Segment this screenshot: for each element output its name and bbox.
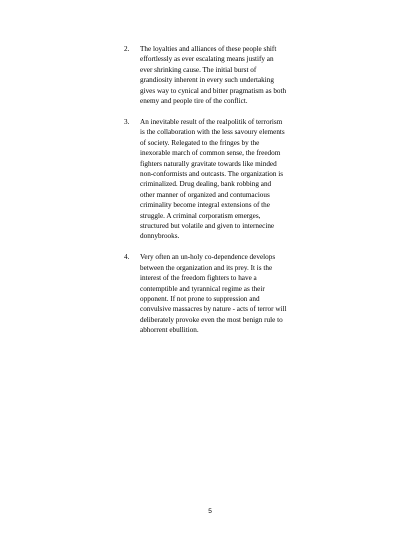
text-line: The loyalties and alliances of these people shift [140, 45, 277, 53]
list-item-number: 2. [124, 45, 130, 53]
text-line: effortlessly as ever escalating means justify an [140, 55, 274, 64]
text-line: criminalized. Drug dealing, bank robbing and [140, 180, 272, 189]
text-line: between the organization and its prey. It is the [140, 263, 273, 272]
list-item-text [140, 117, 324, 242]
text-line: grandiosity inherent in every such undertaking [140, 76, 274, 85]
text-line: structured but volatile and given to internecine [140, 222, 275, 230]
list-item-2 [124, 44, 324, 106]
text-line: non-conformists and outcasts. The organization is [140, 169, 284, 178]
text-line: gives way to cynical and bitter pragmatism as both [140, 86, 287, 95]
list-item-text [140, 44, 324, 106]
list-item-number: 4. [124, 253, 130, 262]
list-item-3 [124, 117, 324, 242]
text-line: An inevitable result of the realpolitik of terrorism [140, 117, 283, 126]
text-line: donnybrooks. [140, 232, 180, 241]
text-line: inexorable march of common sense, the freedom [140, 149, 281, 158]
text-line: opponent. If not prone to suppression and [140, 294, 260, 303]
text-line: contemptible and tyrannical regime as their [140, 284, 265, 293]
text-line: struggle. A criminal corporatism emerges, [140, 211, 261, 220]
text-line: enemy and people tire of the conflict. [140, 97, 248, 106]
text-line: ever shrinking cause. The initial burst of [140, 65, 257, 74]
list-item-text [140, 252, 324, 335]
list-item-number: 3. [124, 117, 130, 126]
text-line: interest of the freedom fighters to have a [140, 274, 257, 283]
text-line: other manner of organized and contumacious [140, 190, 270, 199]
list-item-4 [124, 252, 324, 335]
text-line: deliberately provoke even the most benign rule to [140, 315, 283, 324]
text-line: convulsive massacres by nature - acts of terror will [140, 305, 287, 314]
text-line: is the collaboration with the less savoury elements [140, 128, 285, 137]
text-line: abhorrent ebullition. [140, 326, 199, 335]
text-line: of society. Relegated to the fringes by the [140, 138, 260, 147]
numbered-list [124, 44, 324, 346]
text-line: fighters naturally gravitate towards like minded [140, 159, 277, 168]
text-line: Very often an un-holy co-dependence develops [140, 253, 276, 262]
text-line: criminality become integral extensions of the [140, 201, 270, 210]
page-number: 5 [208, 508, 212, 515]
